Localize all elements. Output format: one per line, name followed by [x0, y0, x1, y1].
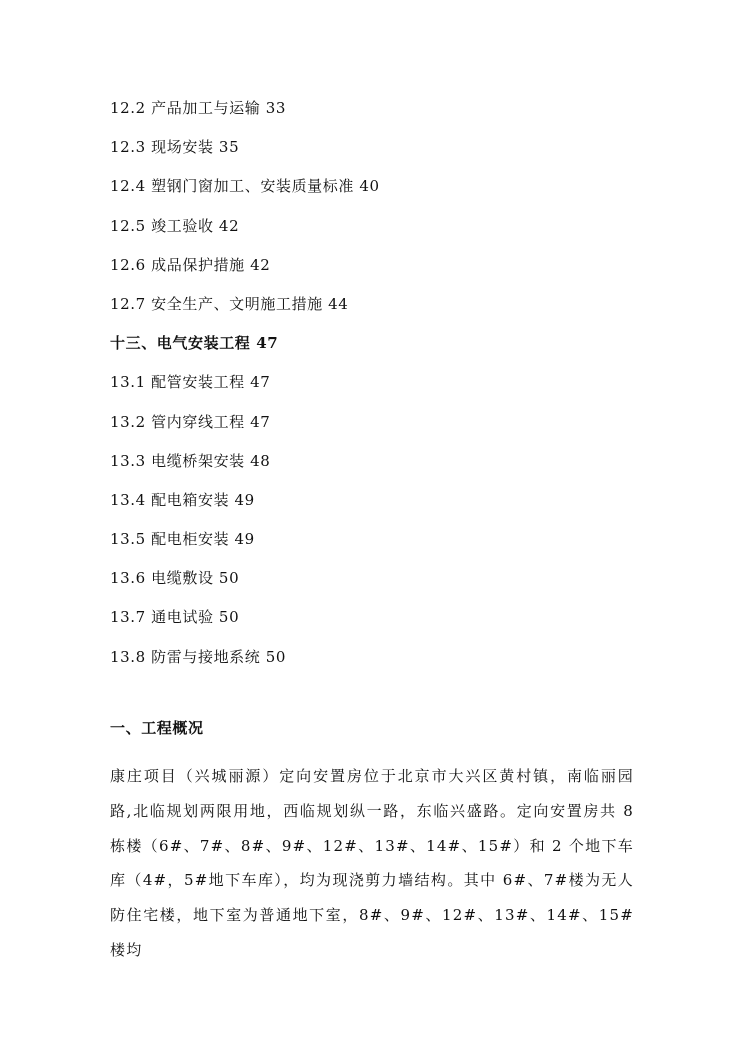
toc-chapter-entry: 十三、电气安装工程 47: [110, 334, 279, 353]
toc-entry: 13.6 电缆敷设 50: [110, 569, 240, 588]
toc-entry: 13.4 配电箱安装 49: [110, 490, 255, 509]
toc-entry: 13.8 防雷与接地系统 50: [110, 647, 287, 666]
toc-entry: 13.2 管内穿线工程 47: [110, 412, 271, 431]
toc-entry: 12.7 安全生产、文明施工措施 44: [110, 294, 349, 313]
toc-entry: 12.5 竣工验收 42: [110, 216, 240, 235]
toc-entry: 12.2 产品加工与运输 33: [110, 99, 287, 117]
toc-entry: 13.5 配电柜安装 49: [110, 530, 255, 549]
toc-entry: 13.1 配管安装工程 47: [110, 373, 271, 392]
toc-entry: 12.4 塑钢门窗加工、安装质量标准 40: [110, 177, 380, 196]
project-overview-paragraph: 康庄项目（兴城丽源）定向安置房位于北京市大兴区黄村镇，南临丽园路,北临规划两限用地，西临规划纵一路，东临兴盛路。定向安置房共 8 栋楼（6#、7#、8#、9#、12#、13#、14#、15#）和 2 个地下车库（4#，5#地下车库），均为现浇剪力墙结构。其中 6#、7#楼为无人防住宅楼，地下室为普通地下室，8#、9#、12#、13#、14#、15#楼均: [110, 767, 634, 959]
table-of-contents: [110, 96, 650, 684]
toc-entry: 12.3 现场安装 35: [110, 138, 240, 157]
section-heading: 一、工程概况: [110, 719, 204, 737]
toc-entry: 13.7 通电试验 50: [110, 608, 240, 627]
toc-entry: 12.6 成品保护措施 42: [110, 255, 271, 274]
toc-entry: 13.3 电缆桥架安装 48: [110, 451, 271, 470]
